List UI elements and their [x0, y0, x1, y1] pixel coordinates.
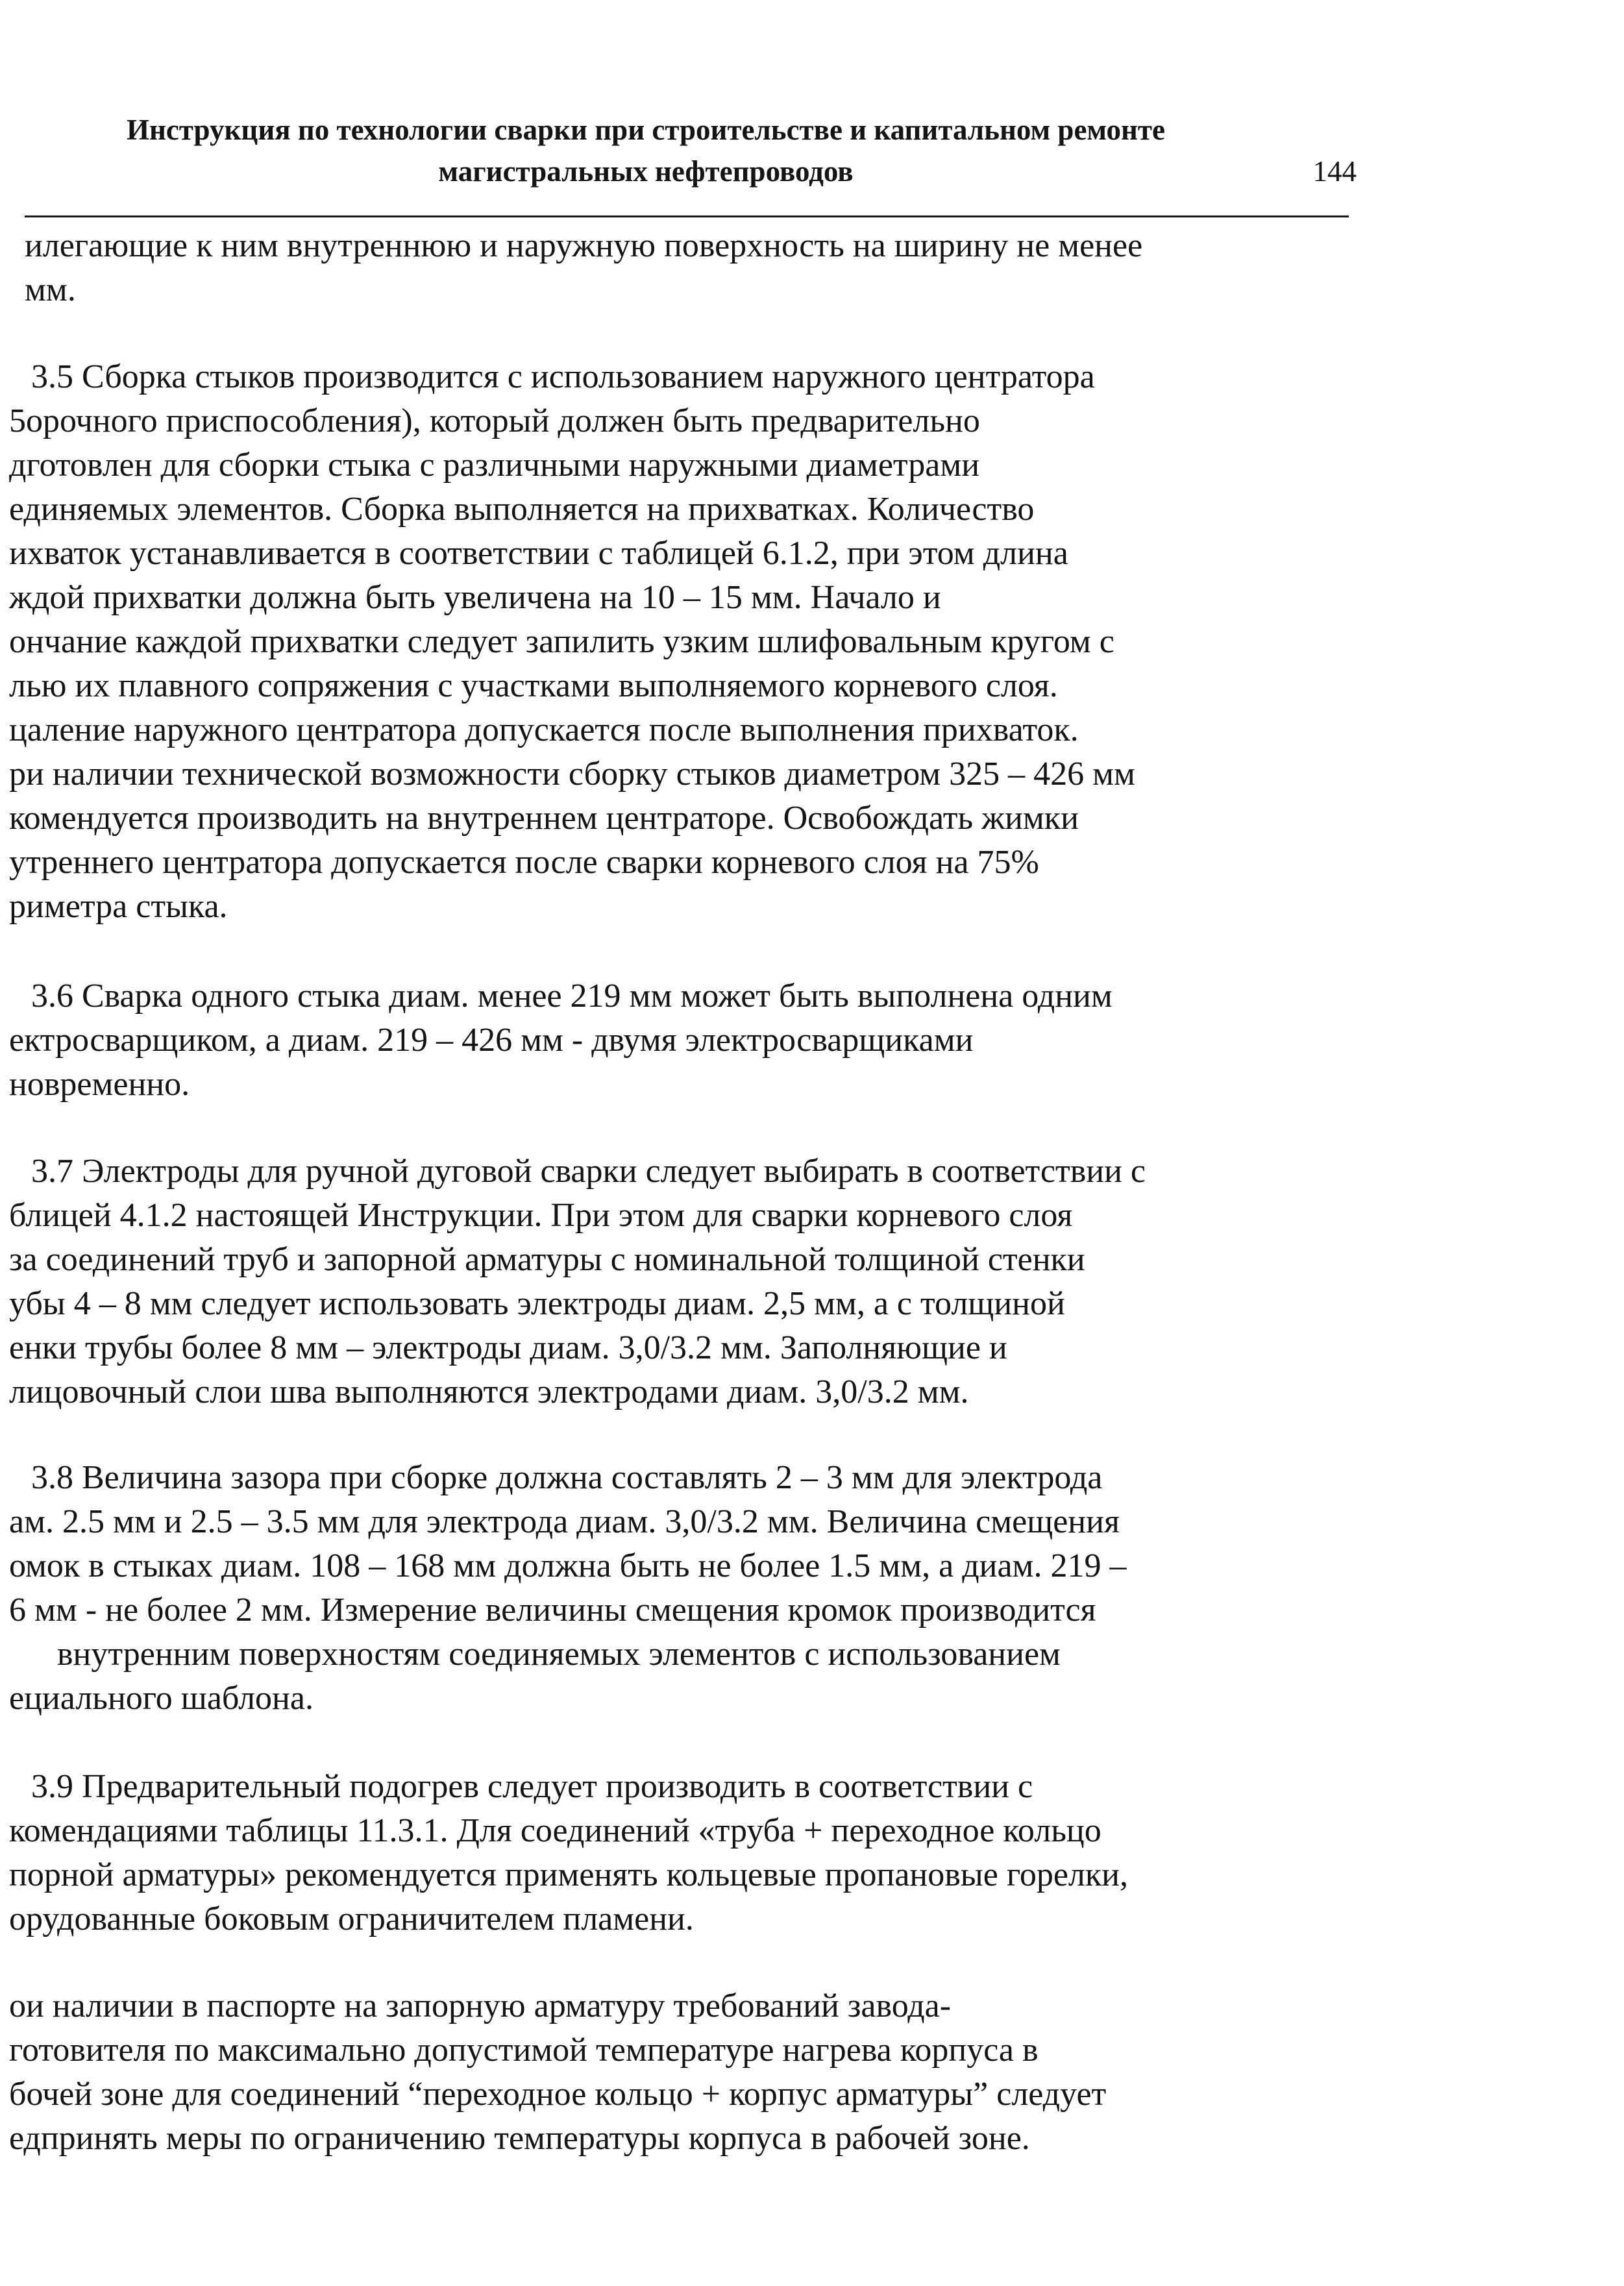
text-line: ончание каждой прихватки следует запилить узким шлифовальным кругом с	[9, 623, 1114, 660]
text-line: 5орочного приспособления), который должен быть предварительно	[9, 402, 980, 439]
text-line: бочей зоне для соединений “переходное кольцо + корпус арматуры” следует	[9, 2076, 1107, 2113]
text-line: 3.9 Предварительный подогрев следует производить в соответствии с	[31, 1768, 1033, 1805]
text-line: утреннего центратора допускается после сварки корневого слоя на 75%	[9, 844, 1039, 881]
section-3-5	[0, 355, 1624, 929]
text-line: порной арматуры» рекомендуется применять кольцевые пропановые горелки,	[9, 1856, 1128, 1893]
text-line: ри наличии технической возможности сборку стыков диаметром 325 – 426 мм	[9, 756, 1135, 793]
text-line: единяемых элементов. Сборка выполняется на прихватках. Количество	[9, 491, 1035, 528]
text-line: лью их плавного сопряжения с участками выполняемого корневого слоя.	[9, 667, 1058, 704]
text-line: внутренним поверхностям соединяемых элементов с использованием	[57, 1636, 1061, 1673]
text-line: 6 мм - не более 2 мм. Измерение величины смещения кромок производится	[9, 1592, 1096, 1628]
text-line: едпринять меры по ограничению температуры корпуса в рабочей зоне.	[9, 2120, 1030, 2157]
section-3-6	[0, 974, 1624, 1107]
text-line: омок в стыках диам. 108 – 168 мм должна быть не более 1.5 мм, а диам. 219 –	[9, 1547, 1127, 1584]
page-header	[39, 109, 1253, 192]
page-number: 144	[1312, 155, 1357, 188]
text-line: риметра стыка.	[9, 888, 228, 925]
text-line: готовителя по максимально допустимой температуре нагрева корпуса в	[9, 2032, 1039, 2069]
paragraph-fragment-top	[0, 224, 1624, 312]
paragraph-fragment-bottom	[0, 1984, 1624, 2161]
text-line: 3.8 Величина зазора при сборке должна составлять 2 – 3 мм для электрода	[31, 1459, 1103, 1496]
section-3-9	[0, 1765, 1624, 1941]
text-line: блицей 4.1.2 настоящей Инструкции. При этом для сварки корневого слоя	[9, 1197, 1073, 1234]
text-line: 3.7 Электроды для ручной дуговой сварки следует выбирать в соответствии с	[31, 1153, 1146, 1190]
text-line: за соединений труб и запорной арматуры с номинальной толщиной стенки	[9, 1241, 1085, 1278]
header-title-line-2: магистральных нефтепроводов	[438, 155, 854, 188]
text-line: ектросварщиком, а диам. 219 – 426 мм - двумя электросварщиками	[9, 1022, 974, 1059]
text-line: убы 4 – 8 мм следует использовать электроды диам. 2,5 мм, а с толщиной	[9, 1285, 1065, 1322]
text-line: комендациями таблицы 11.3.1. Для соединений «труба + переходное кольцо	[9, 1812, 1101, 1849]
text-line: цаление наружного центратора допускается после выполнения прихваток.	[9, 711, 1079, 748]
header-divider	[25, 215, 1349, 217]
section-3-8	[0, 1456, 1624, 1721]
text-line: илегающие к ним внутреннюю и наружную поверхность на ширину не менее	[25, 227, 1143, 264]
header-title-line-1: Инструкция по технологии сварки при строительстве и капитальном ремонте	[126, 114, 1165, 146]
text-line: ециального шаблона.	[9, 1680, 314, 1717]
text-line: дготовлен для сборки стыка с различными наружными диаметрами	[9, 447, 980, 484]
text-line: комендуется производить на внутреннем центраторе. Освобождать жимки	[9, 800, 1079, 837]
text-line: 3.5 Сборка стыков производится с использованием наружного центратора	[31, 358, 1095, 395]
text-line: лицовочный слои шва выполняются электродами диам. 3,0/3.2 мм.	[9, 1373, 969, 1410]
text-line: енки трубы более 8 мм – электроды диам. 3,0/3.2 мм. Заполняющие и	[9, 1329, 1007, 1366]
text-line: ои наличии в паспорте на запорную арматуру требований завода-	[9, 1987, 952, 2024]
text-line: мм.	[25, 271, 76, 308]
text-line: орудованные боковым ограничителем пламени.	[9, 1900, 694, 1937]
text-line: новременно.	[9, 1066, 190, 1103]
text-line: ждой прихватки должна быть увеличена на 10 – 15 мм. Начало и	[9, 579, 941, 616]
text-line: 3.6 Сварка одного стыка диам. менее 219 мм может быть выполнена одним	[31, 977, 1113, 1014]
section-3-7	[0, 1149, 1624, 1414]
body-text	[0, 224, 1624, 2161]
text-line: ихваток устанавливается в соответствии с таблицей 6.1.2, при этом длина	[9, 535, 1068, 572]
text-line: ам. 2.5 мм и 2.5 – 3.5 мм для электрода диам. 3,0/3.2 мм. Величина смещения	[9, 1503, 1120, 1540]
